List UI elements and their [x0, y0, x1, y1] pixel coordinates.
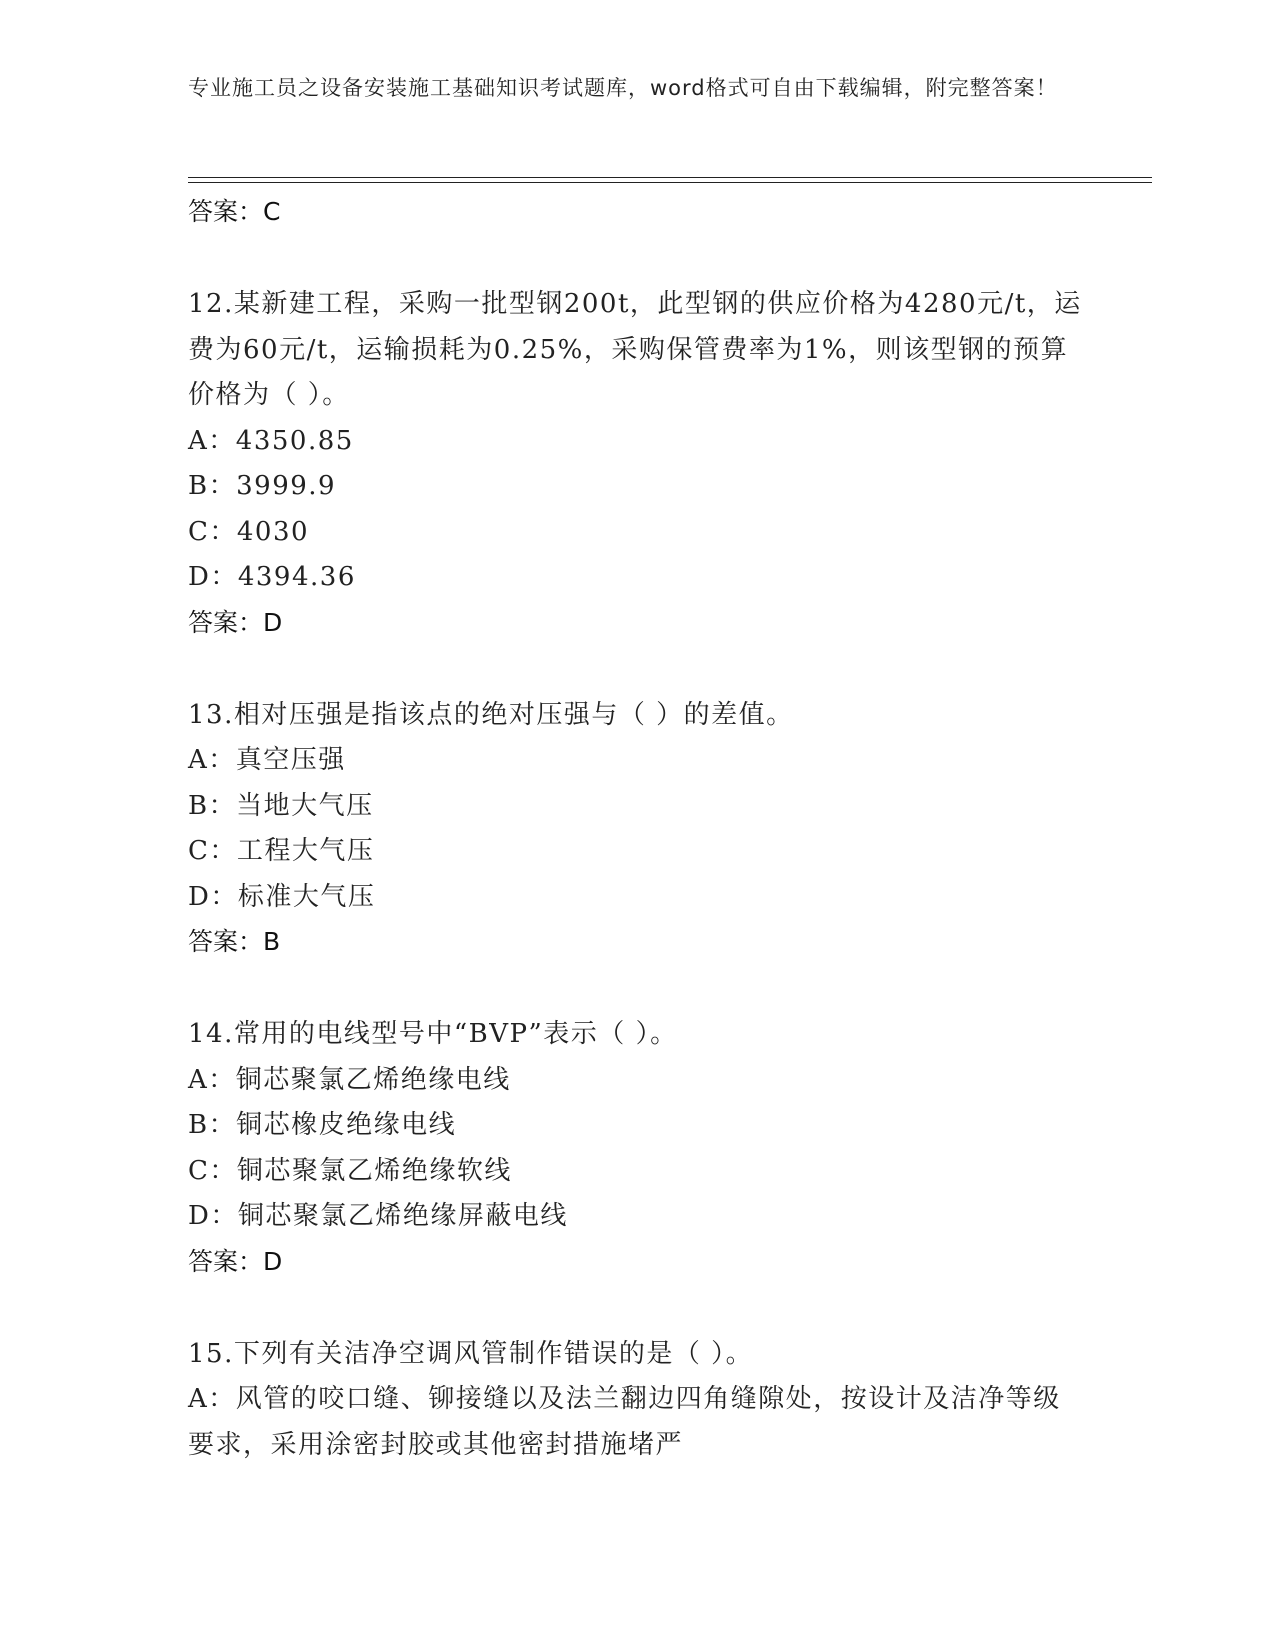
option-d: D：4394.36 [188, 562, 356, 592]
option-c: C：工程大气压 [188, 836, 375, 866]
question-stem: 14.常用的电线型号中“BVP”表示（ ）。 [188, 1019, 678, 1049]
option-a: A：铜芯聚氯乙烯绝缘电线 [188, 1064, 511, 1095]
header-divider-top [188, 177, 1152, 178]
answer-line: 答案：D [188, 1246, 283, 1276]
document-header: 专业施工员之设备安装施工基础知识考试题库，word格式可自由下载编辑，附完整答案！ [188, 76, 1058, 100]
option-c: C：铜芯聚氯乙烯绝缘软线 [188, 1155, 512, 1186]
option-b: B：铜芯橡皮绝缘电线 [188, 1110, 457, 1140]
header-divider-bottom [188, 182, 1152, 183]
answer-line: 答案：B [188, 927, 281, 956]
option-d: D：标准大气压 [188, 881, 376, 912]
question-stem: 13.相对压强是指该点的绝对压强与（ ）的差值。 [188, 699, 794, 730]
answer-line: 答案：D [188, 607, 283, 637]
option-d: D：铜芯聚氯乙烯绝缘屏蔽电线 [188, 1201, 568, 1231]
option-a: A：真空压强 [188, 745, 346, 775]
option-a: A：4350.85 [188, 425, 354, 456]
question-stem: 12.某新建工程，采购一批型钢200t，此型钢的供应价格为4280元/t，运费为60元/t，运输损耗为0.25%，采购保管费率为1%，则该型钢的预算价格为（ ）。 [188, 289, 1082, 410]
question-stem: 15.下列有关洁净空调风管制作错误的是（ ）。 [188, 1338, 754, 1369]
option-a: A：风管的咬口缝、铆接缝以及法兰翻边四角缝隙处，按设计及洁净等级要求，采用涂密封胶或其他密封措施堵严 [188, 1384, 1061, 1460]
answer-line: 答案：C [188, 197, 281, 226]
option-b: B：3999.9 [188, 471, 337, 501]
option-c: C：4030 [188, 516, 310, 547]
question-list [188, 190, 1088, 1468]
option-b: B：当地大气压 [188, 790, 374, 821]
